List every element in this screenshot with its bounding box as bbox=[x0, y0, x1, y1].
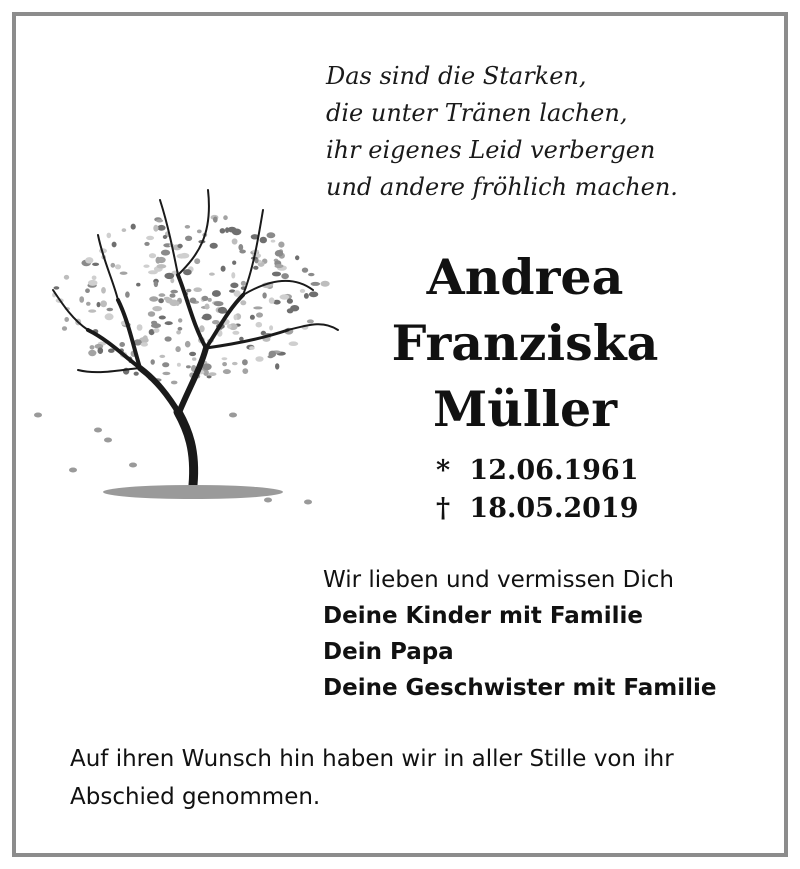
last-name: Müller bbox=[432, 380, 618, 438]
first-name: Andrea bbox=[426, 248, 624, 306]
poem-line: und andere fröhlich machen. bbox=[326, 173, 678, 201]
mourners bbox=[323, 562, 716, 706]
death-symbol: † bbox=[436, 493, 451, 524]
birth-date: 12.06.1961 bbox=[469, 455, 639, 486]
mourners-intro: Wir lieben und vermissen Dich bbox=[323, 567, 674, 593]
footer-note: Auf ihren Wunsch hin haben wir in aller Stille von ihr Abschied genommen. bbox=[70, 746, 674, 810]
poem-line: Das sind die Starken, bbox=[326, 62, 587, 90]
life-dates bbox=[436, 452, 639, 528]
death-date: 18.05.2019 bbox=[469, 493, 639, 524]
poem bbox=[326, 58, 678, 206]
poem-line: ihr eigenes Leid verbergen bbox=[326, 136, 656, 164]
deceased-name bbox=[362, 244, 688, 442]
birth-symbol: * bbox=[436, 455, 451, 486]
middle-name: Franziska bbox=[391, 314, 659, 372]
poem-line: die unter Tränen lachen, bbox=[326, 99, 628, 127]
autumn-tree-icon bbox=[28, 180, 348, 520]
mourner-line: Dein Papa bbox=[323, 639, 454, 665]
mourner-line: Deine Geschwister mit Familie bbox=[323, 675, 717, 701]
death-row bbox=[436, 490, 639, 528]
mourner-line: Deine Kinder mit Familie bbox=[323, 603, 644, 629]
birth-row bbox=[436, 452, 639, 490]
